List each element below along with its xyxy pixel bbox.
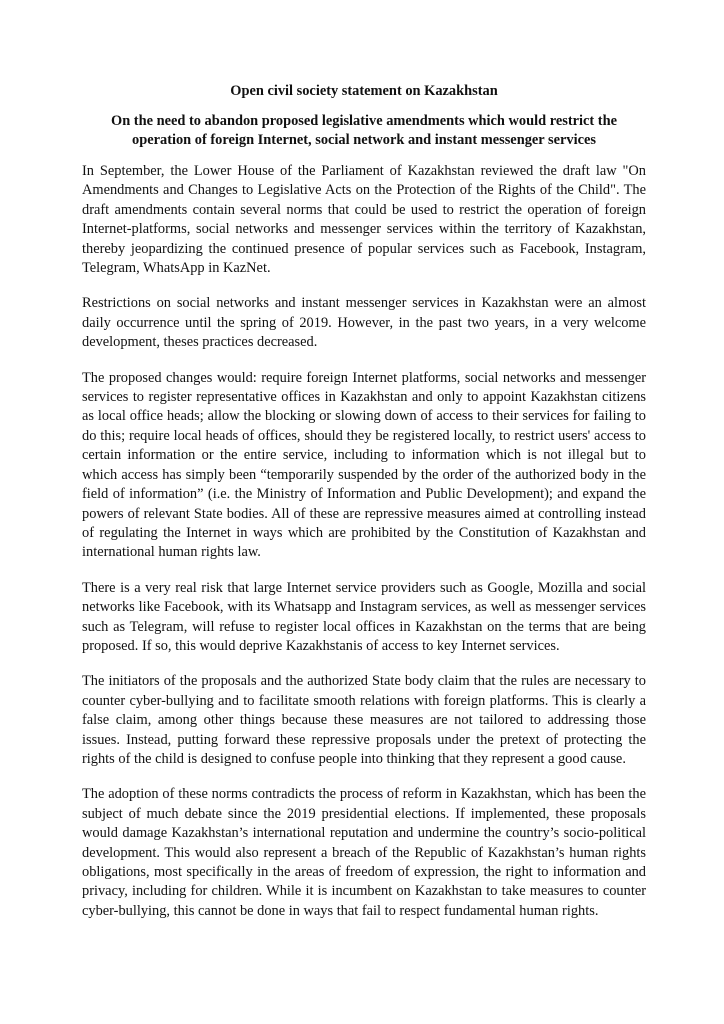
paragraph-initiators-claim: The initiators of the proposals and the authorized State body claim that the rules are necessary to counter cyber-bullying and to facilitate smooth relations with foreign platforms. This is clearly a false claim, among other things because these measures are not tailored to addressing those issues. Instead, putting forward these repressive proposals under the pretext of protecting the rights of the child is designed to confuse people into thinking that they represent a good cause.	[82, 673, 646, 767]
paragraph-draft-law: In September, the Lower House of the Parliament of Kazakhstan reviewed the draft law "On Amendments and Changes to Legislative Acts on the Protection of the Rights of the Child". The draft amendments contain several norms that could be used to restrict the operation of foreign Internet-platforms, social networks and messenger services within the territory of Kazakhstan, thereby jeopardizing the continued presence of popular services such as Facebook, Instagram, Telegram, WhatsApp in KazNet.	[82, 163, 646, 277]
paragraph-reform-contradiction: The adoption of these norms contradicts the process of reform in Kazakhstan, which has been the subject of much debate since the 2019 presidential elections. If implemented, these proposals would damage Kazakhstan’s international reputation and undermine the country’s socio-political development. This would also represent a breach of the Republic of Kazakhstan’s human rights obligations, most specifically in the areas of freedom of expression, the right to information and privacy, including for children. While it is incumbent on Kazakhstan to take measures to counter cyber-bullying, this cannot be done in ways that fail to respect fundamental human rights.	[82, 786, 646, 919]
paragraph-proposed-changes: The proposed changes would: require foreign Internet platforms, social networks and messenger services to register representative offices in Kazakhstan and only to appoint Kazakhstan citizens as local office heads; allow the blocking or slowing down of access to their services for failing to do this; require local heads of offices, should they be registered locally, to restrict users' access to certain information or the entire service, including to information which is not illegal but to which access has simply been “temporarily suspended by the order of the authorized body in the field of information” (i.e. the Ministry of Information and Public Development); and expand the powers of relevant State bodies. All of these are repressive measures aimed at controlling instead of regulating the Internet in ways which are prohibited by the Constitution of Kazakhstan and international human rights law.	[82, 369, 646, 561]
document-title: Open civil society statement on Kazakhstan	[230, 83, 498, 99]
document-subtitle: On the need to abandon proposed legislative amendments which would restrict the operation of foreign Internet, social network and instant messenger services	[111, 113, 617, 148]
paragraph-risk: There is a very real risk that large Internet service providers such as Google, Mozilla and social networks like Facebook, with its Whatsapp and Instagram services, as well as messenger services such as Telegram, will refuse to register local offices in Kazakhstan on the terms that are being proposed. If so, this would deprive Kazakhstanis of access to key Internet services.	[82, 579, 646, 654]
document-page	[82, 82, 646, 937]
paragraph-restrictions-history: Restrictions on social networks and instant messenger services in Kazakhstan were an almost daily occurrence until the spring of 2019. However, in the past two years, in a very welcome development, theses practices decreased.	[82, 295, 646, 351]
